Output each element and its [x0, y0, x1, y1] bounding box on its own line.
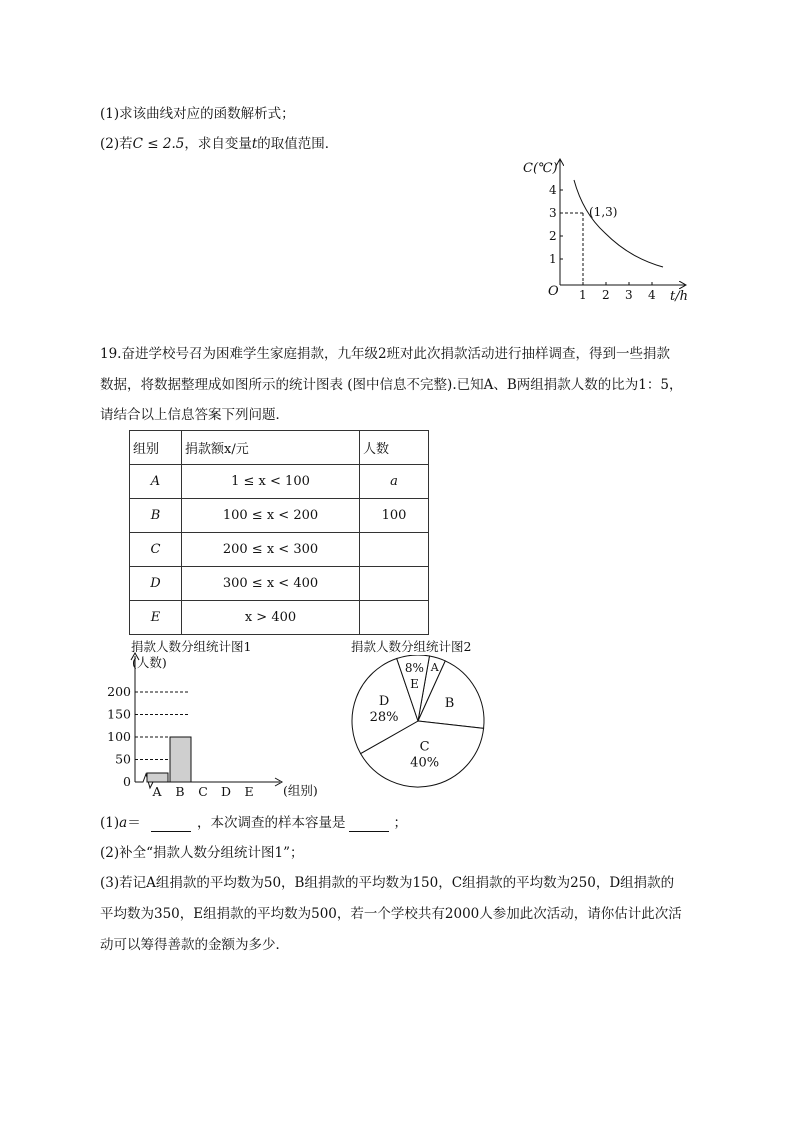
function-graph: [515, 155, 695, 305]
q2-post: 的取值范围．: [257, 136, 339, 152]
pie-label-D: D: [378, 694, 390, 710]
table-row: [130, 567, 429, 601]
bar-xtick-label: E: [244, 784, 254, 799]
table-cell-group: B: [130, 499, 182, 533]
table-header: 捐款额x/元: [182, 431, 360, 465]
bar-xtick-label: A: [152, 784, 162, 799]
bar-ytick-label: 0: [123, 774, 131, 789]
pie-percent-C: 40%: [410, 755, 440, 771]
answer-q3-line2: 平均数为350，E组捐款的平均数为500，若一个学校共有2000人参加此次活动，请你估计此次活: [100, 906, 682, 922]
q1-var: a: [119, 815, 128, 831]
table-cell-range: 300 ≤ x < 400: [182, 567, 360, 601]
bar-ytick-label: 50: [115, 751, 131, 767]
table-header-row: [130, 431, 429, 465]
graph-ytick: 1: [549, 252, 557, 266]
bar-ylabel: (人数): [132, 655, 167, 670]
q2-var: t: [251, 136, 258, 152]
pie-percent-E: 8%: [404, 660, 424, 675]
table-header: 人数: [360, 431, 429, 465]
answer-q2: (2)补全“捐款人数分组统计图1”；: [100, 845, 304, 861]
q2-mid: ，求自变量: [184, 136, 252, 152]
q1-mid: ，本次调查的样本容量是: [196, 815, 346, 831]
table-cell-count: a: [360, 465, 429, 499]
q2-math: C ≤ 2.5: [132, 136, 185, 152]
table-row: [130, 533, 429, 567]
graph-xtick: 3: [625, 288, 633, 302]
problem19-line2: 数据，将数据整理成如图所示的统计图表 (图中信息不完整).已知A、B两组捐款人数的比为1：5，: [100, 377, 683, 393]
graph-xtick: 1: [579, 288, 587, 302]
answer-q3-line1: (3)若记A组捐款的平均数为50，B组捐款的平均数为150，C组捐款的平均数为250，D组捐款的: [100, 875, 675, 891]
table-cell-count: 100: [360, 499, 429, 533]
table-header: 组别: [130, 431, 182, 465]
table-cell-range: 1 ≤ x < 100: [182, 465, 360, 499]
graph-origin: O: [548, 284, 559, 299]
bar-chart: [95, 650, 325, 805]
pie-chart-title: 捐款人数分组统计图2: [351, 639, 472, 654]
question-2-text: [100, 135, 338, 153]
bar-xlabel: (组别): [283, 783, 318, 798]
table-cell-group: E: [130, 601, 182, 635]
table-row: [130, 601, 429, 635]
bar-chart-title: 捐款人数分组统计图1: [131, 639, 252, 654]
problem19-line1: 19.奋进学校号召为困难学生家庭捐款，九年级2班对此次捐款活动进行抽样调查，得到一些捐款: [100, 346, 671, 362]
graph-curve: [574, 180, 663, 267]
bar-B: [170, 737, 191, 782]
table-cell-range: x > 400: [182, 601, 360, 635]
q1-eq: ＝: [127, 815, 141, 831]
pie-label-C: C: [419, 739, 430, 755]
graph-xlabel: t/h: [670, 289, 688, 304]
table-cell-count: [360, 533, 429, 567]
q1-blank-a[interactable]: [151, 831, 191, 832]
pie-label-E: E: [410, 676, 419, 691]
graph-point-label: (1,3): [589, 205, 618, 219]
bar-ytick-label: 200: [107, 684, 131, 699]
bar-A: [147, 773, 168, 782]
q1-blank-sample[interactable]: [349, 831, 389, 832]
table-cell-group: D: [130, 567, 182, 601]
table-cell-group: C: [130, 533, 182, 567]
q1-end: ；: [393, 815, 407, 831]
bar-xtick-label: B: [175, 784, 185, 799]
answer-q3-line3: 动可以筹得善款的金额为多少．: [100, 937, 289, 953]
bar-xtick-label: C: [198, 784, 208, 799]
question-1-text: (1)求该曲线对应的函数解析式；: [100, 106, 295, 122]
problem19-line3: 请结合以上信息答案下列问题．: [100, 407, 289, 423]
answer-q1: [100, 814, 407, 832]
table-cell-group: A: [130, 465, 182, 499]
table-row: [130, 499, 429, 533]
pie-chart: [345, 655, 495, 790]
graph-xtick: 4: [648, 288, 656, 302]
table-cell-count: [360, 601, 429, 635]
graph-xtick: 2: [602, 288, 610, 302]
table-cell-range: 100 ≤ x < 200: [182, 499, 360, 533]
table-cell-count: [360, 567, 429, 601]
donation-table: [129, 430, 429, 635]
graph-ytick: 4: [549, 183, 557, 197]
q1-prefix: (1): [100, 815, 120, 831]
pie-percent-D: 28%: [369, 710, 399, 726]
table-cell-range: 200 ≤ x < 300: [182, 533, 360, 567]
q2-prefix: (2)若: [100, 136, 133, 152]
graph-ylabel: C(℃): [523, 161, 558, 176]
bar-xtick-label: D: [220, 784, 232, 799]
pie-label-A: A: [430, 660, 439, 674]
graph-ytick: 2: [549, 229, 557, 243]
bar-ytick-label: 100: [107, 729, 131, 744]
pie-label-B: B: [444, 696, 455, 712]
graph-ytick: 3: [549, 206, 557, 220]
bar-ytick-label: 150: [107, 706, 131, 722]
table-row: [130, 465, 429, 499]
